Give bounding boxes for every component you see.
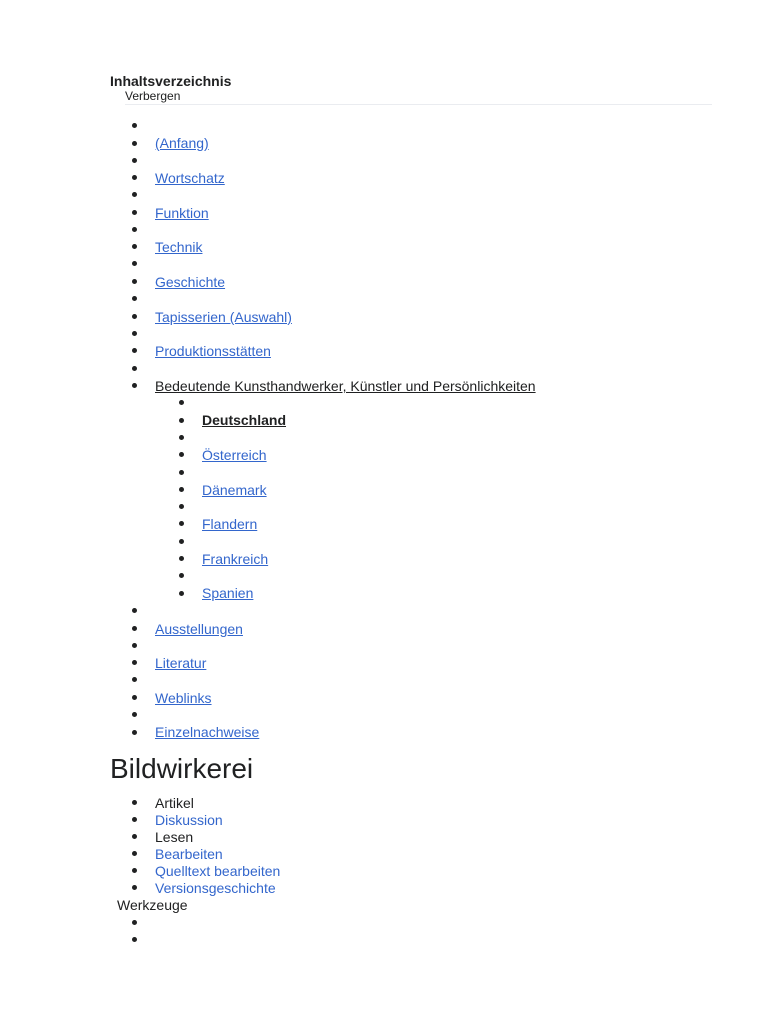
bullet (132, 261, 137, 266)
bullet (132, 158, 137, 163)
toc-link-literatur[interactable]: Literatur (155, 655, 207, 671)
bullet (179, 539, 184, 544)
toc-title: Inhaltsverzeichnis (110, 73, 232, 89)
bullet (132, 210, 137, 215)
bullet (132, 660, 137, 665)
toc-link-frankreich[interactable]: Frankreich (202, 551, 269, 567)
bullet (132, 868, 137, 873)
toc-link-weblinks[interactable]: Weblinks (155, 690, 212, 706)
bullet (132, 192, 137, 197)
tab-label[interactable]: Diskussion (155, 812, 223, 828)
bullet (132, 608, 137, 613)
bullet (132, 626, 137, 631)
bullet (179, 452, 184, 457)
tab-label[interactable]: Versionsgeschichte (155, 880, 276, 896)
bullet (132, 920, 137, 925)
bullet (179, 418, 184, 423)
bullet (132, 331, 137, 336)
bullet (132, 817, 137, 822)
bullet (179, 487, 184, 492)
bullet (132, 314, 137, 319)
toc-link-produktionsstaetten[interactable]: Produktionsstätten (155, 343, 271, 359)
bullet (132, 643, 137, 648)
bullet (132, 279, 137, 284)
toc-link-flandern[interactable]: Flandern (202, 516, 258, 532)
toc-hide-button[interactable]: Verbergen (125, 89, 181, 103)
bullet (179, 591, 184, 596)
tab-label[interactable]: Lesen (155, 829, 194, 845)
bullet (179, 435, 184, 440)
toc-link-geschichte[interactable]: Geschichte (155, 274, 226, 290)
toc-link-bedeutende[interactable]: Bedeutende Kunsthandwerker, Künstler und Persönlichkeiten (155, 378, 536, 394)
toc-link-funktion[interactable]: Funktion (155, 205, 209, 221)
bullet (132, 296, 137, 301)
bullet (132, 383, 137, 388)
toc-link-technik[interactable]: Technik (155, 239, 203, 255)
toc-link-oesterreich[interactable]: Österreich (202, 447, 267, 463)
bullet (132, 366, 137, 371)
toc-link-spanien[interactable]: Spanien (202, 585, 254, 601)
bullet (179, 470, 184, 475)
toc-link-anfang[interactable]: (Anfang) (155, 135, 209, 151)
toc-divider (125, 104, 712, 105)
bullet (179, 556, 184, 561)
bullet (132, 227, 137, 232)
bullet (179, 504, 184, 509)
toc-link-wortschatz[interactable]: Wortschatz (155, 170, 225, 186)
bullet (132, 712, 137, 717)
bullet (132, 800, 137, 805)
bullet (132, 123, 137, 128)
bullet (132, 834, 137, 839)
tab-label[interactable]: Bearbeiten (155, 846, 223, 862)
bullet (132, 851, 137, 856)
bullet (179, 521, 184, 526)
toc-link-tapisserien[interactable]: Tapisserien (Auswahl) (155, 309, 292, 325)
tab-label[interactable]: Quelltext bearbeiten (155, 863, 281, 879)
tab-label[interactable]: Artikel (155, 795, 194, 811)
bullet (132, 244, 137, 249)
toc-link-deutschland[interactable]: Deutschland (202, 412, 287, 428)
bullet (132, 730, 137, 735)
bullet (179, 573, 184, 578)
bullet (132, 175, 137, 180)
toc-link-ausstellungen[interactable]: Ausstellungen (155, 621, 243, 637)
toc-link-einzelnachweise[interactable]: Einzelnachweise (155, 724, 260, 740)
article-title: Bildwirkerei (110, 753, 254, 784)
bullet (132, 141, 137, 146)
bullet (132, 677, 137, 682)
bullet (132, 695, 137, 700)
bullet (179, 400, 184, 405)
bullet (132, 885, 137, 890)
toc-link-daenemark[interactable]: Dänemark (202, 482, 267, 498)
bullet (132, 937, 137, 942)
bullet (132, 348, 137, 353)
tools-menu-label[interactable]: Werkzeuge (117, 897, 188, 913)
